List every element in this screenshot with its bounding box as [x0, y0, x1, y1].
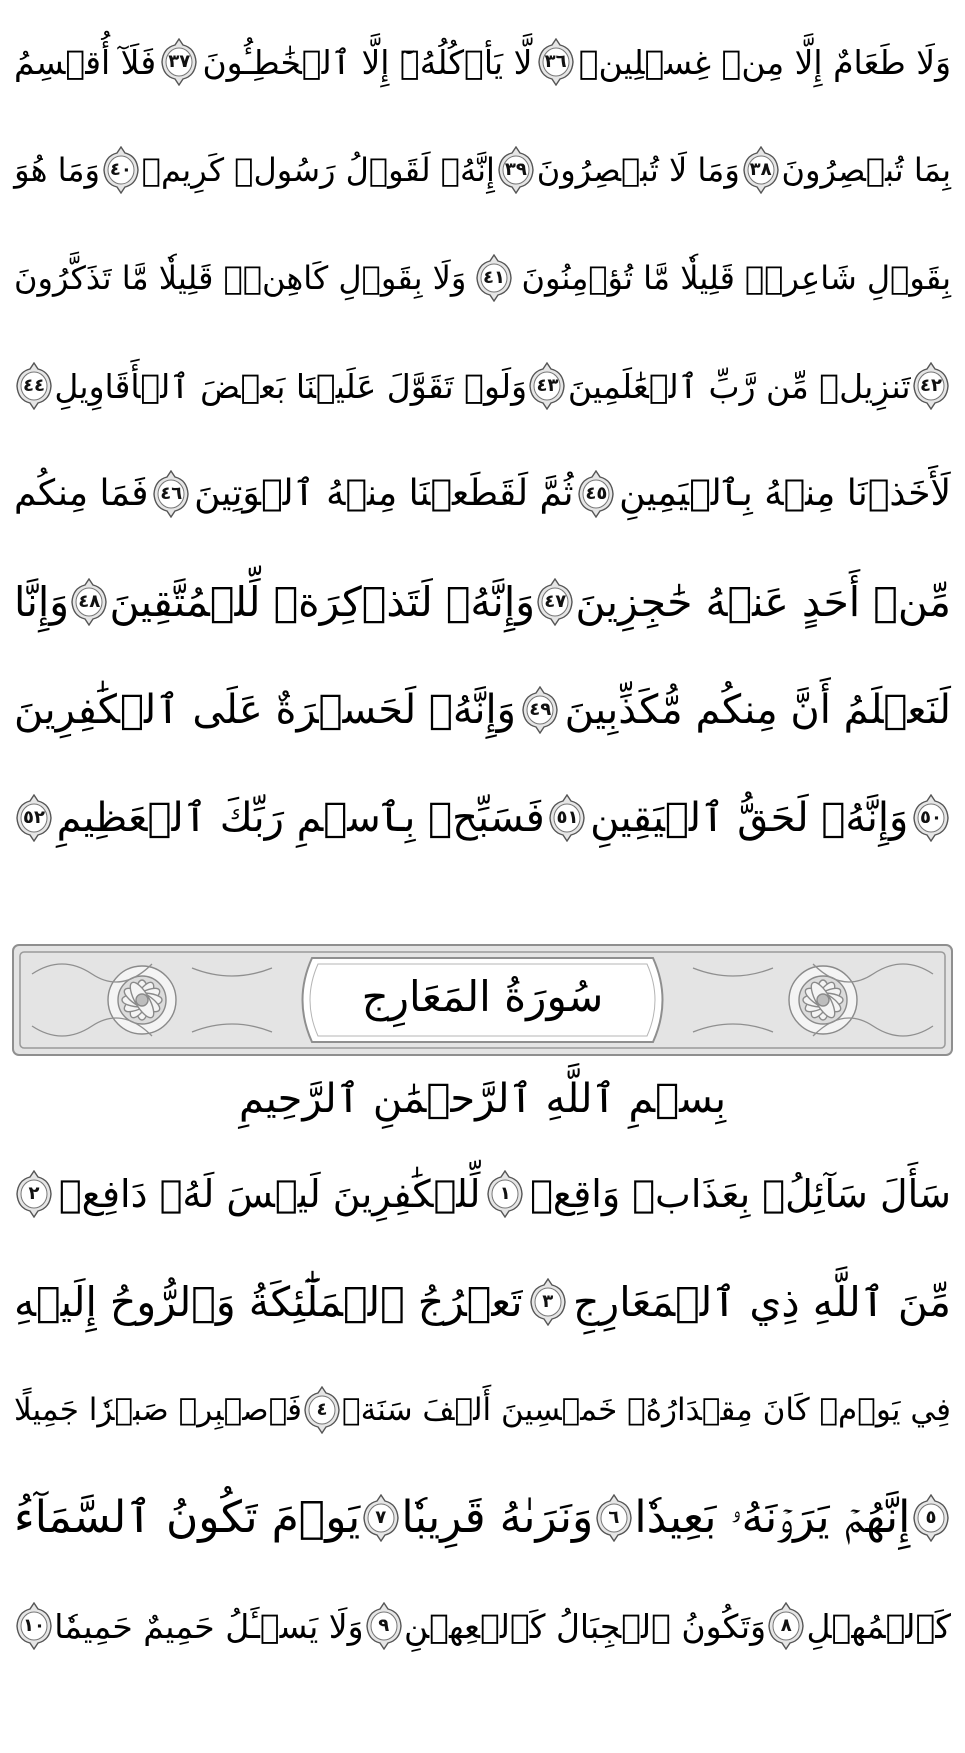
- ayah-number: ٤٨: [78, 591, 101, 612]
- verse-text: بِمَا تُبۡصِرُونَ: [781, 151, 951, 189]
- quran-line: [14, 1578, 951, 1674]
- ayah-number: ٦: [608, 1507, 620, 1528]
- ayah-number: ٨: [780, 1615, 792, 1636]
- verse-text: ثُمَّ لَقَطَعۡنَا مِنۡهُ ٱلۡوَتِينَ: [194, 473, 574, 514]
- ayah-number: ٤٥: [585, 483, 608, 504]
- ayah-number: ١٠: [23, 1615, 45, 1636]
- verse-text: كَٱلۡمُهۡلِ: [806, 1606, 951, 1646]
- ayah-number: ٣٨: [749, 159, 772, 180]
- verse-text: مِّنَ ٱللَّهِ ذِي ٱلۡمَعَارِجِ: [572, 1277, 951, 1326]
- quran-line: [14, 1254, 951, 1350]
- ayah-number: ٤٤: [23, 375, 46, 396]
- ayah-number: ٤٩: [529, 699, 552, 720]
- quran-line: [14, 230, 951, 326]
- ayah-number: ٥٠: [920, 807, 942, 828]
- ayah-number-marker: [527, 362, 567, 410]
- ayah-number: ٥٢: [23, 807, 46, 828]
- ayah-number-marker: [536, 38, 576, 86]
- ayah-number-marker: [101, 146, 141, 194]
- ayah-number: ٤٣: [536, 375, 559, 396]
- ayah-number-marker: [535, 578, 575, 626]
- verse-text: وَتَكُونُ ٱلۡجِبَالُ كَٱلۡعِهۡنِ: [404, 1606, 767, 1646]
- ayah-number-marker: [520, 686, 560, 734]
- ayah-number-marker: [911, 362, 951, 410]
- verse-text: بِقَوۡلِ شَاعِرٖۚ قَلِيلٗا مَّا تُؤۡمِنُونَ: [521, 259, 951, 297]
- ayah-number: ٤: [316, 1399, 328, 1420]
- basmala: بِسۡمِ ٱللَّهِ ٱلرَّحۡمَٰنِ ٱلرَّحِيمِ: [238, 1076, 726, 1122]
- verse-text: وَإِنَّا: [14, 577, 70, 626]
- ayah-number-marker: [302, 1386, 342, 1434]
- verse-text: فَمَا مِنكُم: [14, 473, 149, 514]
- ayah-number-marker: [485, 1170, 525, 1218]
- ayah-number-marker: [159, 38, 199, 86]
- ayah-number-marker: [364, 1602, 404, 1650]
- quran-line: [14, 1470, 951, 1566]
- ayah-number: ٣٦: [544, 51, 567, 72]
- ayah-number: ١: [499, 1183, 511, 1204]
- ayah-number: ٤١: [482, 267, 505, 288]
- verse-text: لَأَخَذۡنَا مِنۡهُ بِٱلۡيَمِينِ: [619, 473, 951, 514]
- verse-text: وَلَا بِقَوۡلِ كَاهِنٖۚ قَلِيلٗا مَّا تَذَكَّرُونَ: [14, 259, 467, 297]
- ayah-number-marker: [911, 794, 951, 842]
- verse-text: يَوۡمَ تَكُونُ ٱلسَّمَآءُ: [14, 1492, 361, 1543]
- quran-line: [14, 554, 951, 650]
- verse-text: وَلَا يَسۡـَٔلُ حَمِيمٌ حَمِيمٗا: [54, 1606, 364, 1646]
- surah-header-frame: [12, 944, 953, 1056]
- quran-line: [14, 662, 951, 758]
- verse-text: فَسَبِّحۡ بِٱسۡمِ رَبِّكَ ٱلۡعَظِيمِ: [56, 795, 545, 841]
- verse-text: إِنَّهُمۡ يَرَوۡنَهُۥ بَعِيدٗا: [634, 1492, 911, 1543]
- ayah-number: ٥١: [556, 807, 579, 828]
- quran-line: [14, 1362, 951, 1458]
- quran-line: [14, 338, 951, 434]
- ayah-number-marker: [547, 794, 587, 842]
- verse-text: فَلَآ أُقۡسِمُ: [14, 42, 157, 82]
- ayah-number-marker: [69, 578, 109, 626]
- verse-text: وَنَرَىٰهُ قَرِيبٗا: [401, 1492, 594, 1543]
- ayah-number: ٣: [542, 1291, 554, 1312]
- ayah-number-marker: [496, 146, 536, 194]
- verse-text: إِنَّهُۥ لَقَوۡلُ رَسُولٖ كَرِيمٖ: [141, 151, 495, 189]
- quran-line: [14, 770, 951, 866]
- verse-text: فِي يَوۡمٖ كَانَ مِقۡدَارُهُۥ خَمۡسِينَ أَلۡفَ سَنَةٖ: [342, 1391, 951, 1428]
- verse-text: مِّنۡ أَحَدٍ عَنۡهُ حَٰجِزِينَ: [575, 577, 951, 626]
- ayah-number: ٤٢: [920, 375, 942, 396]
- quran-line: [14, 122, 951, 218]
- ayah-number: ٤٠: [109, 159, 132, 180]
- ayah-number-marker: [151, 470, 191, 518]
- quran-line: [14, 1146, 951, 1242]
- ayah-number-marker: [361, 1494, 401, 1542]
- verse-text: وَإِنَّهُۥ لَحَسۡرَةٌ عَلَى ٱلۡكَٰفِرِينَ: [14, 687, 516, 733]
- ayah-number-marker: [766, 1602, 806, 1650]
- ayah-number: ٩: [378, 1615, 390, 1636]
- quran-line: [14, 446, 951, 542]
- ayah-number-marker: [741, 146, 781, 194]
- verse-text: وَلَا طَعَامٌ إِلَّا مِنۡ غِسۡلِينٖ: [578, 42, 951, 82]
- ayah-number: ٧: [375, 1507, 387, 1528]
- surah-title: سُورَةُ المَعَارِج: [361, 972, 604, 1021]
- ayah-number-marker: [576, 470, 616, 518]
- quran-line: [14, 14, 951, 110]
- verse-text: وَمَا هُوَ: [14, 151, 100, 189]
- verse-text: تَعۡرُجُ ٱلۡمَلَٰٓئِكَةُ وَٱلرُّوحُ إِلَيۡهِ: [14, 1277, 523, 1326]
- ayah-number: ٢: [28, 1183, 40, 1204]
- verse-text: وَلَوۡ تَقَوَّلَ عَلَيۡنَا بَعۡضَ ٱلۡأَقَاوِيلِ: [54, 366, 528, 406]
- ayah-number: ٤٧: [544, 591, 567, 612]
- ayah-number-marker: [528, 1278, 568, 1326]
- ayah-number-marker: [14, 362, 54, 410]
- ayah-number-marker: [14, 1602, 54, 1650]
- ayah-number-marker: [14, 1170, 54, 1218]
- ayah-number-marker: [474, 254, 514, 302]
- ayah-number: ٥: [925, 1507, 937, 1528]
- ayah-number: ٣٩: [504, 159, 527, 180]
- verse-text: وَإِنَّهُۥ لَحَقُّ ٱلۡيَقِينِ: [590, 795, 909, 841]
- ayah-number: ٤٦: [160, 483, 183, 504]
- verse-text: سَأَلَ سَآئِلُۢ بِعَذَابٖ وَاقِعٖ: [530, 1172, 951, 1216]
- verse-text: تَنزِيلٞ مِّن رَّبِّ ٱلۡعَٰلَمِينَ: [567, 366, 911, 406]
- verse-text: لَّا يَأۡكُلُهُۥٓ إِلَّا ٱلۡخَٰطِـُٔونَ: [202, 42, 533, 82]
- verse-text: لَنَعۡلَمُ أَنَّ مِنكُم مُّكَذِّبِينَ: [564, 687, 951, 733]
- ayah-number-marker: [14, 794, 54, 842]
- verse-text: لِّلۡكَٰفِرِينَ لَيۡسَ لَهُۥ دَافِعٞ: [58, 1172, 481, 1216]
- verse-text: وَإِنَّهُۥ لَتَذۡكِرَةٞ لِّلۡمُتَّقِينَ: [109, 577, 536, 626]
- verse-text: فَٱصۡبِرۡ صَبۡرٗا جَمِيلًا: [13, 1391, 303, 1428]
- ayah-number: ٣٧: [168, 51, 191, 72]
- ayah-number-marker: [594, 1494, 634, 1542]
- ayah-number-marker: [911, 1494, 951, 1542]
- verse-text: وَمَا لَا تُبۡصِرُونَ: [536, 151, 740, 189]
